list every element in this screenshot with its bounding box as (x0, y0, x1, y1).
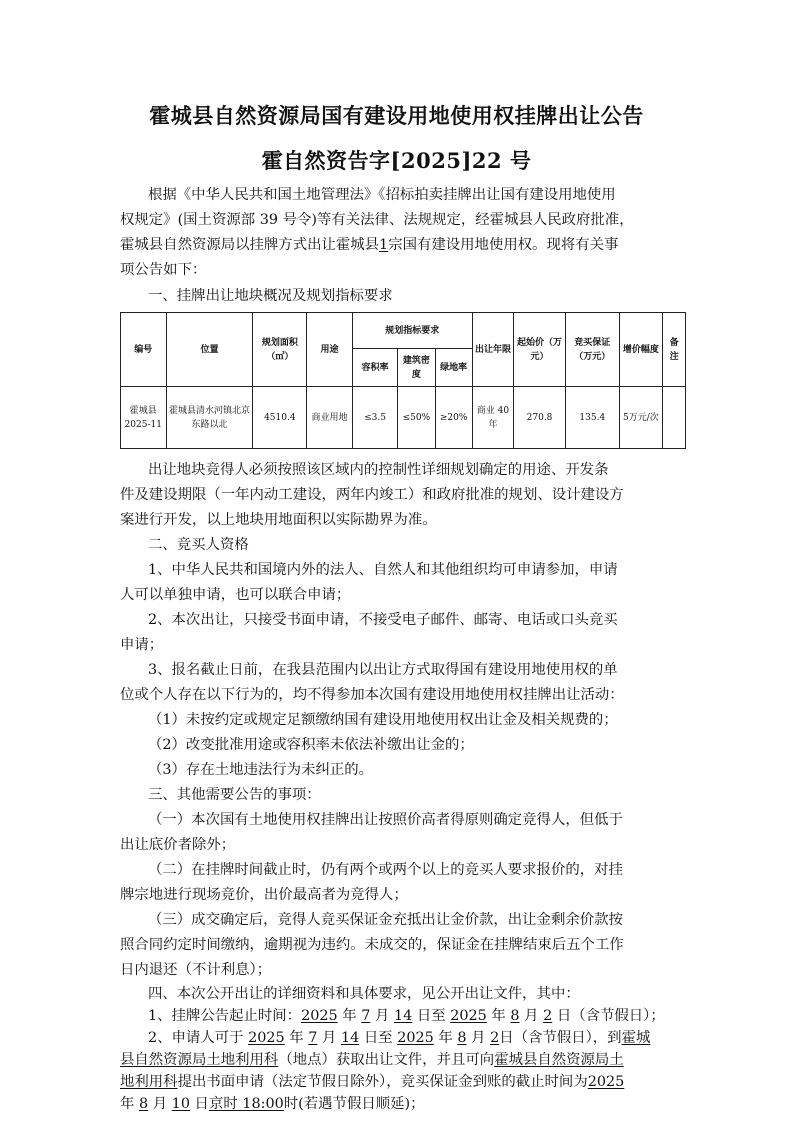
paragraph-line: 年 8 月 10 日京时 18:00时(若遇节假日顺延)； (120, 1096, 425, 1112)
page-title: 霍城县自然资源局国有建设用地使用权挂牌出让公告 (149, 103, 644, 128)
header-location: 位置 (166, 313, 253, 387)
cell-remark (663, 387, 686, 449)
list-item: （2）改变批准用途或容积率未依法补缴出让金的； (148, 737, 474, 753)
cell-code: 霍城县 2025-11 (121, 387, 167, 449)
header-use: 用途 (307, 313, 353, 387)
paragraph-line: 县自然资源局土地利用科（地点）获取出让文件，并且可向霍城县自然资源局土 (120, 1052, 624, 1068)
header-planning: 规划指标要求 (352, 313, 472, 349)
list-item: （3）存在土地违法行为未纠正的。 (148, 762, 374, 778)
header-density: 建筑密度 (398, 349, 435, 387)
paragraph-line: 出让底价者除外； (120, 837, 236, 853)
header-remark: 备注 (663, 313, 686, 387)
header-increment: 增价幅度 (619, 313, 662, 387)
cell-density: ≤50% (398, 387, 435, 449)
cell-term: 商业 40年 (472, 387, 513, 449)
section-heading: 一、挂牌出让地块概况及规划指标要求 (148, 288, 393, 304)
cell-location: 霍城县清水河镇北京东路以北 (166, 387, 253, 449)
paragraph-line: （二）在挂牌时间截止时，仍有两个或两个以上的竞买人要求报价的，对挂 (148, 862, 623, 878)
header-term: 出让年限 (472, 313, 513, 387)
paragraph-line: （三）成交确定后，竞得人竞买保证金充抵出让金价款，出让金剩余价款按 (148, 912, 623, 928)
paragraph-line: 案进行开发，以上地块用地面积以实际勘界为准。 (120, 512, 437, 528)
section-heading: 三、其他需要公告的事项： (148, 787, 321, 803)
paragraph-line: 1、挂牌公告起止时间：2025 年 7 月 14 日至 2025 年 8 月 2 日（含节假日）； (148, 1008, 665, 1024)
paragraph-line: 地利用科提出书面申请（法定节假日除外），竞买保证金到账的截止时间为2025 (120, 1074, 625, 1090)
header-green: 绿地率 (435, 349, 472, 387)
paragraph-line: 照合同约定时间缴纳，逾期视为违约。未成交的，保证金在挂牌结束后五个工作 (120, 937, 624, 953)
plot-table (120, 312, 686, 449)
header-deposit: 竞买保证（万元） (565, 313, 619, 387)
header-area: 规划面积（㎡） (253, 313, 307, 387)
cell-green: ≥20% (435, 387, 472, 449)
header-code: 编号 (121, 313, 167, 387)
paragraph-line: 日内退还（不计利息）； (120, 962, 272, 978)
intro-line: 项公告如下： (120, 262, 207, 278)
paragraph-line: 件及建设期限（一年内动工建设，两年内竣工）和政府批准的规划、设计建设方 (120, 487, 624, 503)
section-heading: 二、竞买人资格 (148, 537, 249, 553)
cell-increment: 5万元/次 (619, 387, 662, 449)
cell-use: 商业用地 (307, 387, 353, 449)
paragraph-line: 2、本次出让，只接受书面申请，不接受电子邮件、邮寄、电话或口头竞买 (148, 612, 618, 628)
intro-line: 权规定》(国土资源部 39 号令)等有关法律、法规规定，经霍城县人民政府批准， (120, 212, 634, 228)
paragraph-line: 牌宗地进行现场竞价，出价最高者为竞得人； (120, 887, 408, 903)
section-heading: 四、本次公开出让的详细资料和具体要求，见公开出让文件，其中： (148, 986, 580, 1002)
paragraph-line: 出让地块竞得人必须按照该区域内的控制性详细规划确定的用途、开发条 (148, 462, 609, 478)
list-item: （1）未按约定或规定足额缴纳国有建设用地使用权出让金及相关规费的； (148, 712, 618, 728)
cell-far: ≤3.5 (352, 387, 398, 449)
paragraph-line: 3、报名截止日前，在我县范围内以出让方式取得国有建设用地使用权的单 (148, 662, 618, 678)
document-number: 霍自然资告字[2025]22 号 (261, 148, 532, 173)
intro-line: 霍城县自然资源局以挂牌方式出让霍城县1宗国有建设用地使用权。现将有关事 (120, 237, 619, 253)
header-start-price: 起始价（万元） (514, 313, 566, 387)
paragraph-line: 人可以单独申请，也可以联合申请； (120, 587, 351, 603)
paragraph-line: 1、中华人民共和国境内外的法人、自然人和其他组织均可申请参加，申请 (148, 562, 618, 578)
paragraph-line: 2、申请人可于 2025 年 7 月 14 日至 2025 年 8 月 2日（含节假日），到霍城 (148, 1030, 651, 1046)
cell-area: 4510.4 (253, 387, 307, 449)
cell-start-price: 270.8 (514, 387, 566, 449)
intro-line: 根据《中华人民共和国土地管理法》《招标拍卖挂牌出让国有建设用地使用 (148, 187, 616, 203)
paragraph-line: （一）本次国有土地使用权挂牌出让按照价高者得原则确定竞得人，但低于 (148, 812, 623, 828)
table-row (121, 387, 686, 449)
paragraph-line: 位或个人存在以下行为的，均不得参加本次国有建设用地使用权挂牌出让活动： (120, 687, 624, 703)
header-far: 容积率 (352, 349, 398, 387)
cell-deposit: 135.4 (565, 387, 619, 449)
paragraph-line: 申请； (120, 637, 164, 653)
